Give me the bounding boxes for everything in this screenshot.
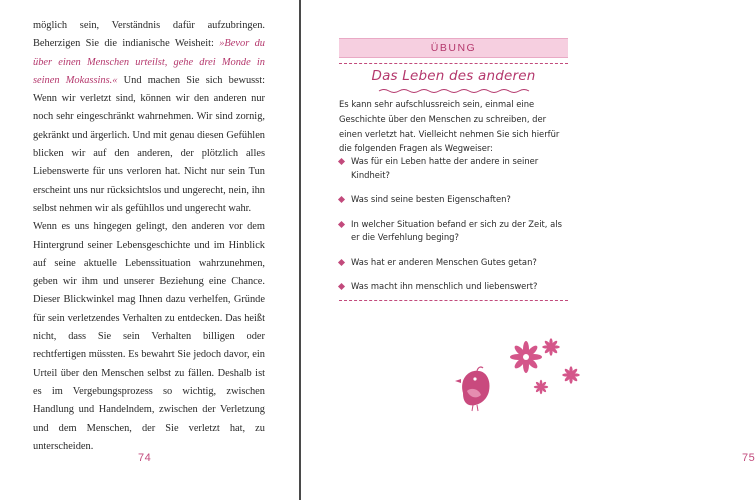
list-item [339,280,569,294]
question-text: Was macht ihn menschlich und liebenswert? [351,281,538,291]
right-page [301,0,755,500]
bird-and-flowers-illustration [451,335,591,425]
left-paragraph-2: Wenn es uns hingegen gelingt, den anderen vor dem Hintergrund seiner Lebensgeschichte und im Hinblick auf seine aktuelle Lebenssituation wahrzunehmen, geben wir ihm und unserer Beziehung eine Chance. Dieser Blickwinkel mag Ihnen dazu verhelfen, Gründe für sein verletzendes Verhalten zu entdecken. Das heißt nicht, dass Sie sein Verhalten billigen oder rechtfertigen müssten. Es bewahrt Sie jedoch davor, ein Urteil über den Menschen selbst zu fällen. Deshalb ist es im Vergebungsprozess so wichtig, zwischen Handlung und Handelndem, zwischen der Verletzung und dem Menschen, der Sie verletzt hat, zu unterscheiden. [33,221,265,452]
page-number-left: 74 [138,452,152,464]
diamond-bullet-icon [338,158,345,165]
diamond-bullet-icon [338,196,345,203]
dashed-rule-bottom [339,300,568,301]
page-number-right: 75 [742,452,755,464]
paragraph-1-start: möglich sein, Verständnis dafür aufzubringen. Beherzigen Sie die indianische Weisheit: [33,20,265,50]
flower-icon [534,380,548,394]
flower-icon [510,341,542,373]
paragraph-1-end: Und machen Sie sich bewusst: Wenn wir verletzt sind, können wir den anderen nur noch sehr eingeschränkt wahrnehmen. Wir sind zornig, gekränkt und ärgerlich. Und mit genau diesen Gefühlen blicken wir auf den anderen, der plötzlich alles Liebenswerte für uns verloren hat. Nicht nur sein Tun erscheint uns nur rücksichtslos und ungerecht, nein, ihn selbst nehmen wir als gefühllos und ungerecht wahr. [33,74,266,214]
question-list [339,155,569,305]
indian-wisdom-quote: »Bevor du über einen Menschen urteilst, gehe drei Monde in seinen Mokassins.« [33,38,265,86]
exercise-banner: ÜBUNG [339,38,568,58]
question-text: Was sind seine besten Eigenschaften? [351,194,511,204]
list-item [339,193,569,207]
left-body-text [33,17,265,456]
diamond-bullet-icon [338,220,345,227]
diamond-bullet-icon [338,258,345,265]
question-text: Was hat er anderen Menschen Gutes getan? [351,256,537,267]
diamond-bullet-icon [338,283,345,290]
list-item [339,155,569,182]
dashed-rule-top [339,63,568,64]
list-item [339,256,569,270]
question-text: In welcher Situation befand er sich zu der Zeit, als er die Verfehlung beging? [351,218,562,242]
heading-squiggle [379,88,529,94]
flower-icon [542,338,560,356]
left-paragraph-1 [33,17,265,218]
exercise-heading: Das Leben des anderen [371,68,536,84]
list-item [339,218,569,245]
exercise-intro: Es kann sehr aufschlussreich sein, einmal eine Geschichte über den Menschen zu schreiben, der einen verletzt hat. Vielleicht nehmen Sie sich hierfür die folgenden Fragen als Wegweiser: [339,99,560,154]
left-page [0,0,299,500]
flower-icon [562,366,580,384]
question-text: Was für ein Leben hatte der andere in seiner Kindheit? [351,156,539,180]
bird-icon [455,367,490,411]
